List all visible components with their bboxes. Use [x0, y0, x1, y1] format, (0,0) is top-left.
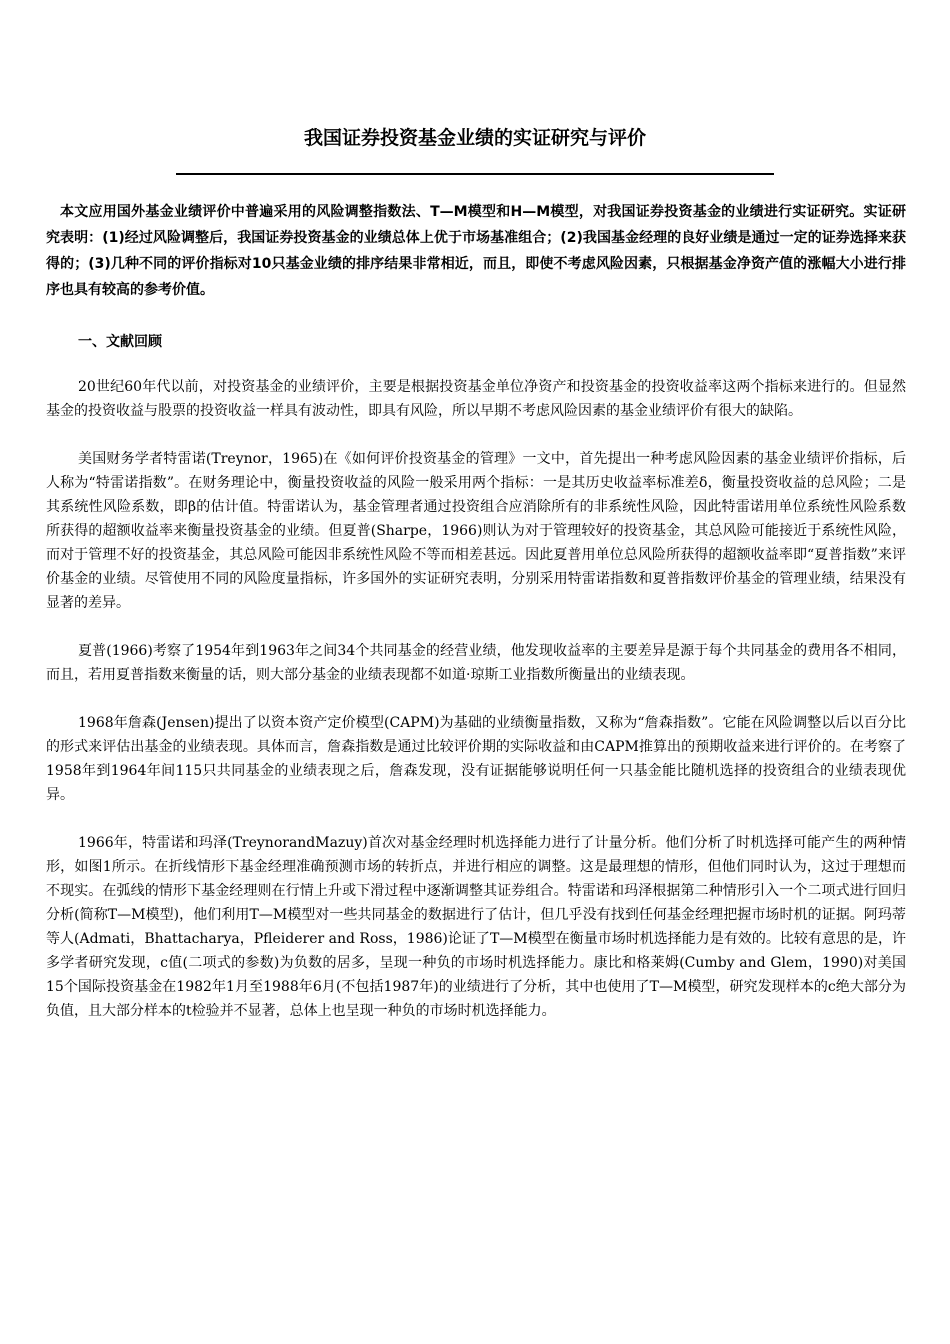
body-paragraph-4: 1968年詹森(Jensen)提出了以资本资产定价模型(CAPM)为基础的业绩衡量指数，又称为“詹森指数”。它能在风险调整以后以百分比的形式来评估出基金的业绩表现。具体而言，詹森指数是通过比较评价期的实际收益和由CAPM推算出的预期收益来进行评价的。在考察了1958年到1964年间115只共同基金的业绩表现之后，詹森发现，没有证据能够说明任何一只基金能比随机选择的投资组合的业绩表现优异。: [46, 715, 906, 803]
body-paragraph-3: 夏普(1966)考察了1954年到1963年之间34个共同基金的经营业绩，他发现收益率的主要差异是源于每个共同基金的费用各不相同，而且，若用夏普指数来衡量的话，则大部分基金的业绩表现都不如道·琼斯工业指数所衡量出的业绩表现。: [46, 643, 906, 683]
body-paragraph-1: 20世纪60年代以前，对投资基金的业绩评价，主要是根据投资基金单位净资产和投资基金的投资收益率这两个指标来进行的。但显然基金的投资收益与股票的投资收益一样具有波动性，即具有风险，所以早期不考虑风险因素的基金业绩评价有很大的缺陷。: [46, 379, 906, 419]
abstract-paragraph: 本文应用国外基金业绩评价中普遍采用的风险调整指数法、T—M模型和H—M模型，对我国证券投资基金的业绩进行实证研究。实证研究表明：(1)经过风险调整后，我国证券投资基金的业绩总体上优于市场基准组合；(2)我国基金经理的良好业绩是通过一定的证券选择来获得的；(3)几种不同的评价指标对10只基金业绩的排序结果非常相近，而且，即使不考虑风险因素，只根据基金净资产值的涨幅大小进行排序也具有较高的参考价值。: [46, 204, 906, 298]
document-body: [46, 199, 906, 1023]
section-heading-literature-review: 一、文献回顾: [78, 334, 162, 350]
document-title: 我国证券投资基金业绩的实证研究与评价: [303, 127, 646, 149]
body-paragraph-2: 美国财务学者特雷诺(Treynor，1965)在《如何评价投资基金的管理》一文中，首先提出一种考虑风险因素的基金业绩评价指标，后人称为“特雷诺指数”。在财务理论中，衡量投资收益的风险一般采用两个指标：一是其历史收益率标准差δ，衡量投资收益的总风险；二是其系统性风险系数，即β的估计值。特雷诺认为，基金管理者通过投资组合应消除所有的非系统性风险，因此特雷诺用单位系统性风险系数所获得的超额收益率来衡量投资基金的业绩。但夏普(Sharpe，1966)则认为对于管理较好的投资基金，其总风险可能接近于系统性风险，而对于管理不好的投资基金，其总风险可能因非系统性风险不等而相差甚远。因此夏普用单位总风险所获得的超额收益率即“夏普指数”来评价基金的业绩。尽管使用不同的风险度量指标，许多国外的实证研究表明，分别采用特雷诺指数和夏普指数评价基金的管理业绩，结果没有显著的差异。: [46, 451, 906, 611]
title-underline: [176, 173, 774, 175]
body-paragraph-5: 1966年，特雷诺和玛泽(TreynorandMazuy)首次对基金经理时机选择能力进行了计量分析。他们分析了时机选择可能产生的两种情形，如图1所示。在折线情形下基金经理准确预测市场的转折点，并进行相应的调整。这是最理想的情形，但他们同时认为，这过于理想而不现实。在弧线的情形下基金经理则在行情上升或下滑过程中逐渐调整其证券组合。特雷诺和玛泽根据第二种情形引入一个二项式进行回归分析(简称T—M模型)，他们利用T—M模型对一些共同基金的数据进行了估计，但几乎没有找到任何基金经理把握市场时机的证据。阿玛蒂等人(Admati，Bhattacharya，Pfleiderer and Ross，1986)论证了T—M模型在衡量市场时机选择能力是有效的。比较有意思的是，许多学者研究发现，c值(二项式的参数)为负数的居多，呈现一种负的市场时机选择能力。康比和格莱姆(Cumby and Glem，1990)对美国15个国际投资基金在1982年1月至1988年6月(不包括1987年)的业绩进行了分析，其中也使用了T—M模型，研究发现样本的c绝大部分为负值，且大部分样本的t检验并不显著，总体上也呈现一种负的市场时机选择能力。: [46, 835, 906, 1019]
